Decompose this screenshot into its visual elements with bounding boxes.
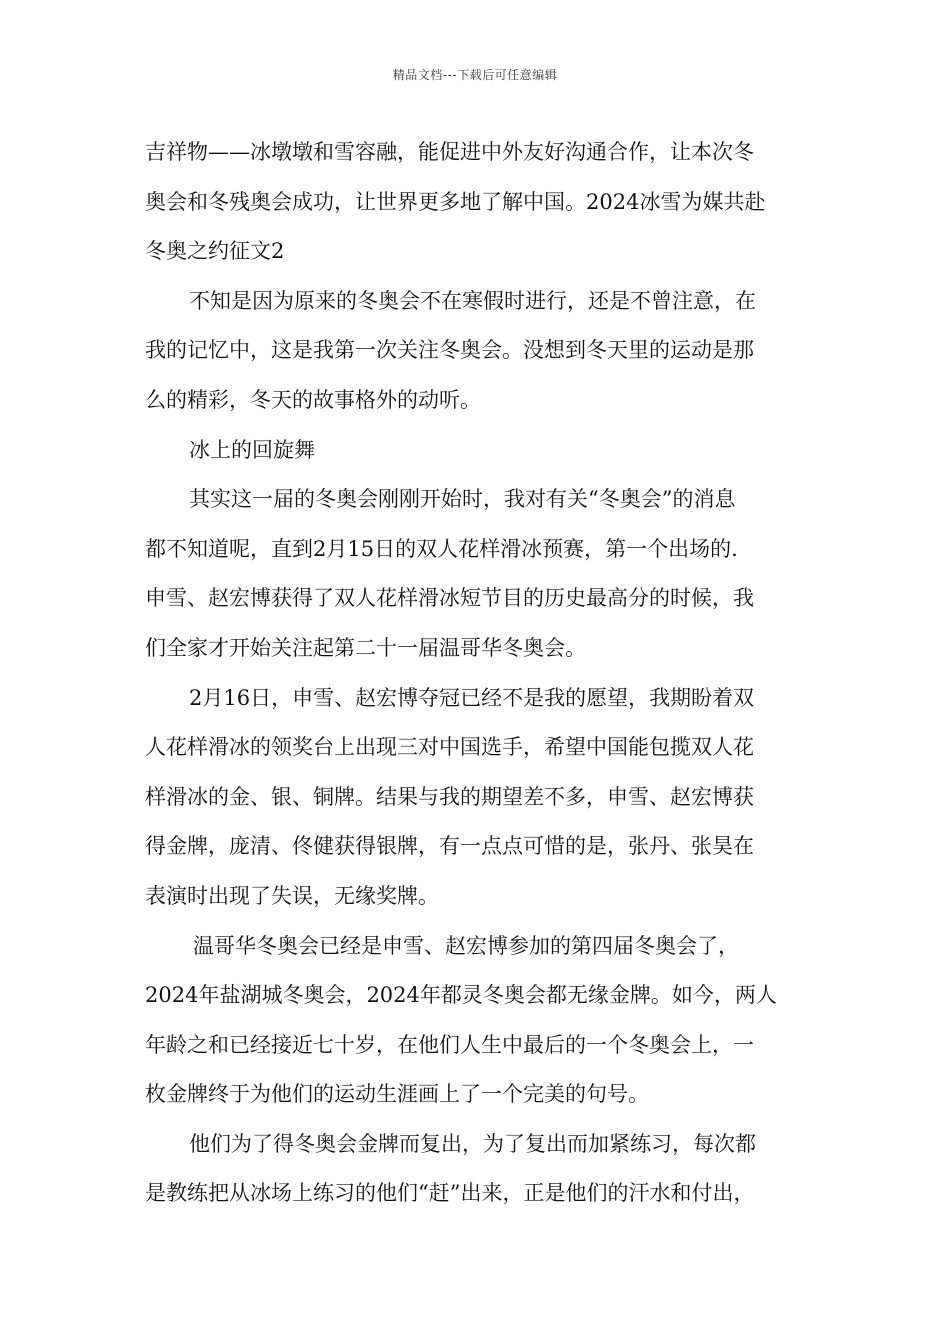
text-line: 么的精彩，冬天的故事格外的动听。 (145, 387, 481, 412)
page-header: 精品文档---下载后可任意编辑 (392, 68, 558, 82)
text-line: 人花样滑冰的领奖台上出现三对中国选手，希望中国能包揽双人花 (145, 735, 754, 760)
section-heading: 冰上的回旋舞 (189, 437, 315, 462)
text-line: 枚金牌终于为他们的运动生涯画上了一个完美的句号。 (145, 1082, 649, 1107)
text-line: 表演时出现了失误，无缘奖牌。 (145, 883, 439, 908)
text-line: 温哥华冬奥会已经是申雪、赵宏博参加的第四届冬奥会了， (193, 933, 739, 958)
text-line: 他们为了得冬奥会金牌而复出，为了复出而加紧练习，每次都 (189, 1131, 756, 1156)
text-line: 都不知道呢，直到2月15日的双人花样滑冰预赛，第一个出场的. (145, 536, 738, 561)
text-line: 冬奥之约征文2 (145, 239, 285, 264)
document-body (145, 128, 817, 1219)
text-line: 2月16日，申雪、赵宏博夺冠已经不是我的愿望，我期盼着双 (189, 685, 755, 710)
text-line: 申雪、赵宏博获得了双人花样滑冰短节目的历史最高分的时候，我 (145, 586, 754, 611)
text-line: 不知是因为原来的冬奥会不在寒假时进行，还是不曾注意，在 (189, 288, 756, 313)
text-line: 年龄之和已经接近七十岁，在他们人生中最后的一个冬奥会上，一 (145, 1032, 754, 1057)
text-line: 样滑冰的金、银、铜牌。结果与我的期望差不多，申雪、赵宏博获 (145, 784, 754, 809)
text-line: 得金牌，庞清、佟健获得银牌，有一点点可惜的是，张丹、张昊在 (145, 834, 754, 859)
text-line: 们全家才开始关注起第二十一届温哥华冬奥会。 (145, 635, 586, 660)
text-line: 是教练把从冰场上练习的他们“赶”出来，正是他们的汗水和付出， (145, 1181, 755, 1206)
text-line: 吉祥物——冰墩墩和雪容融，能促进中外友好沟通合作，让本次冬 (145, 140, 754, 164)
text-line: 其实这一届的冬奥会刚刚开始时，我对有关“冬奥会”的消息 (189, 487, 736, 512)
text-line: 我的记忆中，这是我第一次关注冬奥会。没想到冬天里的运动是那 (145, 338, 754, 363)
text-line: 奥会和冬残奥会成功，让世界更多地了解中国。2024冰雪为媒共赴 (145, 189, 766, 214)
text-line: 2024年盐湖城冬奥会，2024年都灵冬奥会都无缘金牌。如今，两人 (145, 983, 777, 1008)
